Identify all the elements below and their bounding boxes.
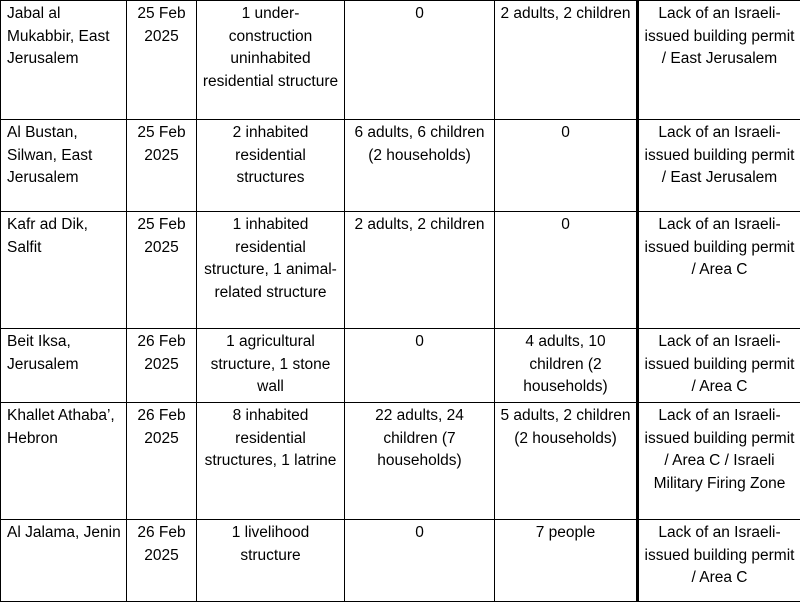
- location-cell: [1, 403, 127, 520]
- affected-text: 5 adults, 2 children (2 households): [499, 405, 632, 450]
- structures-cell: [197, 520, 345, 602]
- structures-text: 8 inhabited residential structures, 1 latrine: [201, 405, 340, 473]
- reason-cell: [638, 329, 800, 403]
- date-text: 25 Feb 2025: [131, 214, 192, 259]
- displaced-cell: [345, 212, 495, 329]
- reason-text: Lack of an Israeli-issued building permit / Area C / Israeli Military Firing Zone: [643, 405, 796, 495]
- displaced-cell: [345, 1, 495, 120]
- date-text: 26 Feb 2025: [131, 331, 192, 376]
- date-cell: [127, 1, 197, 120]
- affected-cell: [495, 403, 638, 520]
- displaced-text: 0: [349, 522, 490, 545]
- affected-cell: [495, 120, 638, 212]
- date-cell: [127, 520, 197, 602]
- reason-text: Lack of an Israeli-issued building permit / Area C: [643, 214, 796, 282]
- location-cell: [1, 1, 127, 120]
- table-row: [1, 120, 800, 212]
- date-text: 26 Feb 2025: [131, 522, 192, 567]
- affected-cell: [495, 212, 638, 329]
- date-cell: [127, 120, 197, 212]
- reason-text: Lack of an Israeli-issued building permit / Area C: [643, 522, 796, 590]
- reason-cell: [638, 403, 800, 520]
- location-text: Al Jalama, Jenin: [7, 522, 122, 545]
- structures-cell: [197, 1, 345, 120]
- location-cell: [1, 212, 127, 329]
- displaced-cell: [345, 120, 495, 212]
- displaced-cell: [345, 520, 495, 602]
- reason-text: Lack of an Israeli-issued building permit / East Jerusalem: [643, 3, 796, 71]
- reason-cell: [638, 120, 800, 212]
- structures-text: 1 agricultural structure, 1 stone wall: [201, 331, 340, 399]
- location-cell: [1, 329, 127, 403]
- location-cell: [1, 120, 127, 212]
- table-row: [1, 212, 800, 329]
- reason-cell: [638, 1, 800, 120]
- displaced-cell: [345, 329, 495, 403]
- affected-text: 0: [499, 122, 632, 145]
- affected-cell: [495, 1, 638, 120]
- location-text: Jabal al Mukabbir, East Jerusalem: [7, 3, 122, 71]
- displaced-text: 6 adults, 6 children (2 households): [349, 122, 490, 167]
- location-text: Al Bustan, Silwan, East Jerusalem: [7, 122, 122, 190]
- structures-cell: [197, 120, 345, 212]
- structures-text: 1 inhabited residential structure, 1 animal-related structure: [201, 214, 340, 304]
- displaced-text: 22 adults, 24 children (7 households): [349, 405, 490, 473]
- table-row: [1, 329, 800, 403]
- structures-cell: [197, 212, 345, 329]
- reason-text: Lack of an Israeli-issued building permit / Area C: [643, 331, 796, 399]
- date-text: 25 Feb 2025: [131, 3, 192, 48]
- affected-cell: [495, 520, 638, 602]
- location-cell: [1, 520, 127, 602]
- structures-cell: [197, 329, 345, 403]
- affected-cell: [495, 329, 638, 403]
- structures-text: 2 inhabited residential structures: [201, 122, 340, 190]
- date-cell: [127, 403, 197, 520]
- affected-text: 4 adults, 10 children (2 households): [499, 331, 632, 399]
- structures-cell: [197, 403, 345, 520]
- affected-text: 7 people: [499, 522, 632, 545]
- table-row: [1, 403, 800, 520]
- location-text: Khallet Athaba’, Hebron: [7, 405, 122, 450]
- table-row: [1, 1, 800, 120]
- reason-text: Lack of an Israeli-issued building permit / East Jerusalem: [643, 122, 796, 190]
- displaced-text: 2 adults, 2 children: [349, 214, 490, 237]
- location-text: Kafr ad Dik, Salfit: [7, 214, 122, 259]
- displaced-cell: [345, 403, 495, 520]
- affected-text: 0: [499, 214, 632, 237]
- date-text: 26 Feb 2025: [131, 405, 192, 450]
- reason-cell: [638, 212, 800, 329]
- date-cell: [127, 329, 197, 403]
- structures-text: 1 livelihood structure: [201, 522, 340, 567]
- table-row: [1, 520, 800, 602]
- location-text: Beit Iksa, Jerusalem: [7, 331, 122, 376]
- displaced-text: 0: [349, 3, 490, 26]
- date-text: 25 Feb 2025: [131, 122, 192, 167]
- displaced-text: 0: [349, 331, 490, 354]
- date-cell: [127, 212, 197, 329]
- structures-text: 1 under-construction uninhabited residential structure: [201, 3, 340, 93]
- affected-text: 2 adults, 2 children: [499, 3, 632, 26]
- reason-cell: [638, 520, 800, 602]
